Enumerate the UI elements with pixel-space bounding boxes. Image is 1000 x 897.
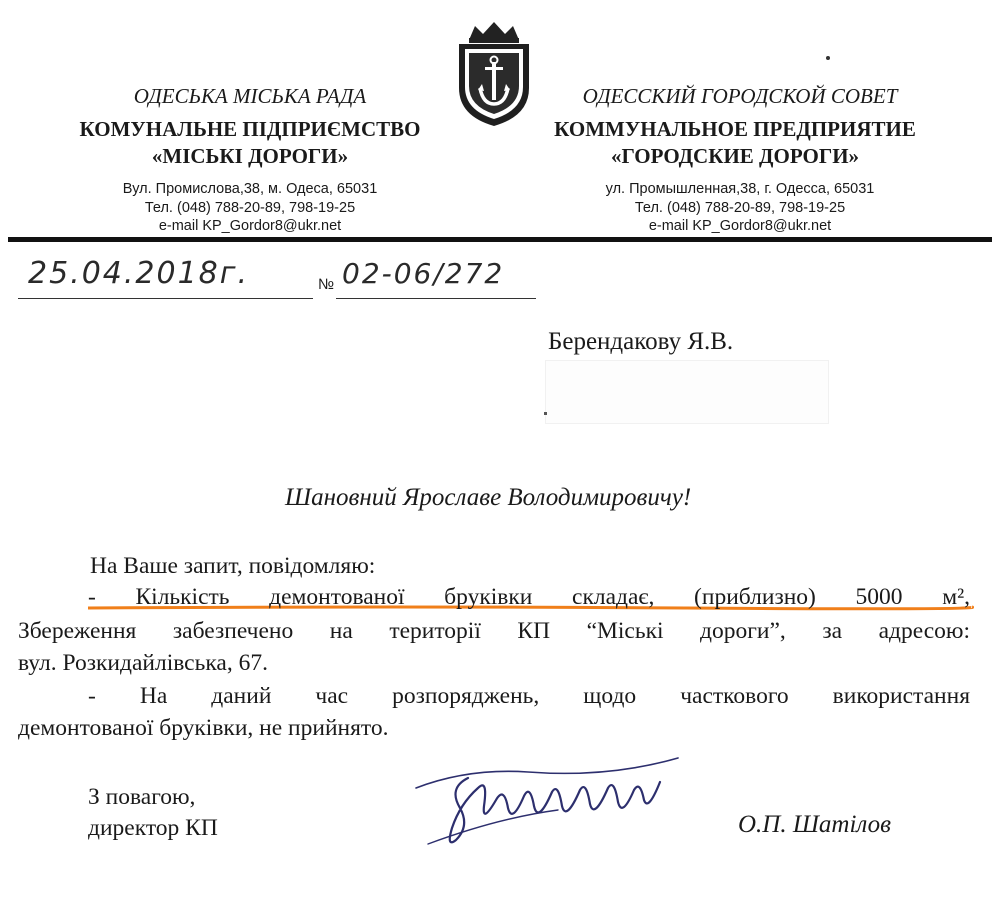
left-phone: Тел. (048) 788-20-89, 798-19-25 xyxy=(144,200,356,216)
left-org-name-line2: «МІСЬКІ ДОРОГИ» xyxy=(151,144,349,168)
right-phone: Тел. (048) 788-20-89, 798-19-25 xyxy=(634,200,846,216)
body-intro: На Ваше запит, повідомляю: xyxy=(90,553,376,579)
recipient: Берендакову Я.В. xyxy=(548,328,734,355)
redacted-area xyxy=(545,360,829,424)
number-line xyxy=(336,257,536,299)
header-divider xyxy=(8,237,992,242)
right-org-name-line2: «ГОРОДСКИЕ ДОРОГИ» xyxy=(610,144,860,168)
body-line-5: демонтованої бруківки, не прийнято. xyxy=(18,715,389,741)
corner-mark xyxy=(826,56,830,60)
closing-regards: З повагою, xyxy=(88,784,196,810)
date-line xyxy=(18,256,313,299)
salutation: Шановний Ярославе Володимировичу! xyxy=(285,484,692,511)
right-email: e-mail KP_Gordor8@ukr.net xyxy=(648,218,832,234)
body-line-4: - На даний час розпоряджень, щодо часткового використання xyxy=(88,683,970,709)
letter-number: 02-06/272 xyxy=(342,257,505,290)
number-label: № xyxy=(318,276,335,293)
letter-date: 25.04.2018г. xyxy=(28,256,250,291)
closing-position: директор КП xyxy=(88,815,218,841)
left-org-name-line1: КОМУНАЛЬНЕ ПІДПРИЄМСТВО xyxy=(79,117,421,141)
left-address: Вул. Промислова,38, м. Одеса, 65031 xyxy=(122,181,378,197)
right-address: ул. Промышленная,38, г. Одесса, 65031 xyxy=(605,181,875,197)
signatory-name: О.П. Шатілов xyxy=(738,811,891,838)
body-line-2: Збереження забезпечено на території КП “Міські дороги”, за адресою: xyxy=(18,618,970,644)
coat-of-arms-icon xyxy=(445,18,543,128)
body-line-3: вул. Розкидайлівська, 67. xyxy=(18,650,268,676)
signature-icon xyxy=(408,748,698,858)
left-email: e-mail KP_Gordor8@ukr.net xyxy=(158,218,342,234)
redaction-dot xyxy=(544,412,547,415)
body-line-1: - Кількість демонтованої бруківки складає, (приблизно) 5000 м², xyxy=(88,584,970,610)
right-org-name-line1: КОММУНАЛЬНОЕ ПРЕДПРИЯТИЕ xyxy=(554,117,916,141)
left-city-council: ОДЕСЬКА МІСЬКА РАДА xyxy=(133,84,367,108)
right-city-council: ОДЕССКИЙ ГОРОДСКОЙ СОВЕТ xyxy=(582,84,898,108)
